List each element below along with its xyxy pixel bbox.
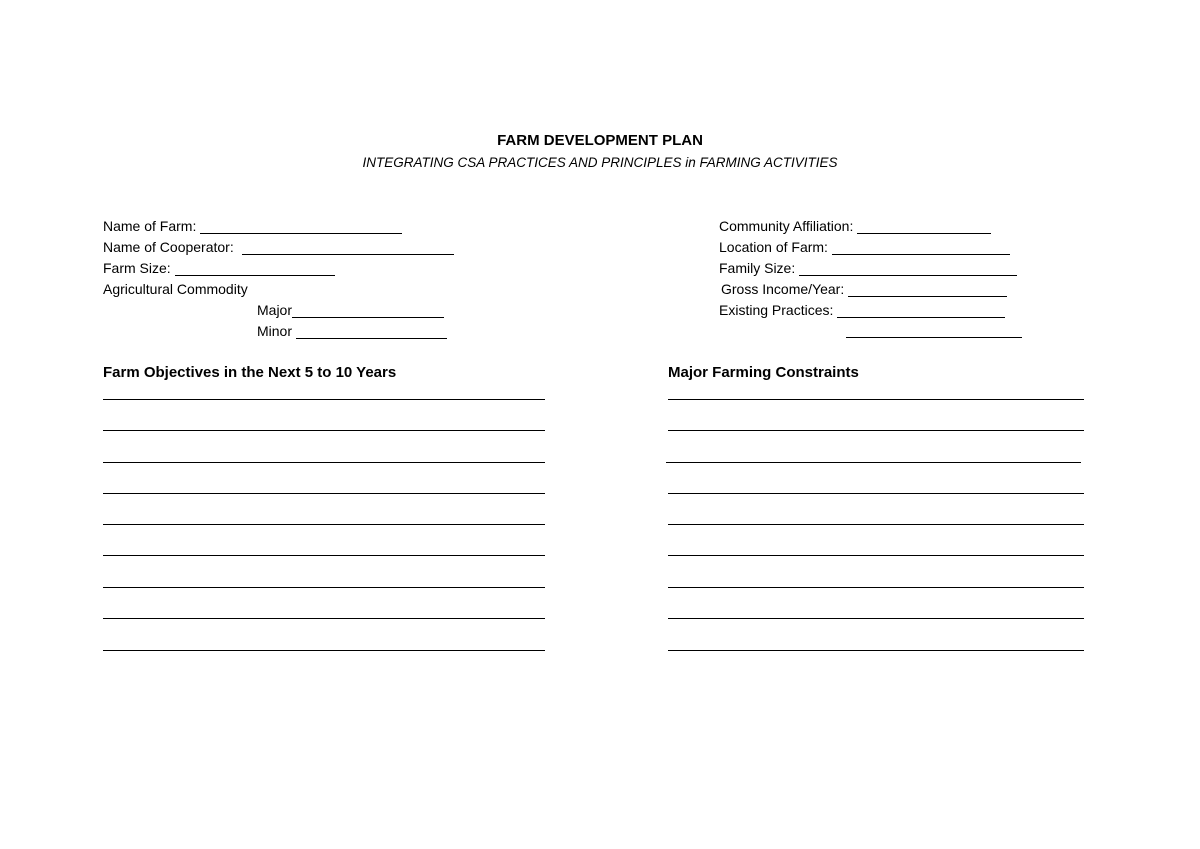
gross-income-row <box>721 281 1007 297</box>
community-affiliation-label: Community Affiliation: <box>719 218 854 234</box>
objectives-line[interactable] <box>103 618 545 619</box>
minor-label: Minor <box>257 323 293 339</box>
family-size-label: Family Size: <box>719 260 796 276</box>
minor-commodity-blank[interactable] <box>296 324 447 339</box>
page-title: FARM DEVELOPMENT PLAN <box>497 132 703 149</box>
location-of-farm-row <box>719 239 1010 255</box>
objectives-line[interactable] <box>103 399 545 400</box>
objectives-line[interactable] <box>103 555 545 556</box>
community-affiliation-row <box>719 218 991 234</box>
agricultural-commodity-label: Agricultural Commodity <box>103 281 248 297</box>
constraints-line[interactable] <box>668 399 1084 400</box>
existing-practices-blank[interactable] <box>837 303 1005 318</box>
existing-practices-blank-2[interactable] <box>846 337 1022 338</box>
objectives-line[interactable] <box>103 493 545 494</box>
location-of-farm-label: Location of Farm: <box>719 239 828 255</box>
objectives-heading: Farm Objectives in the Next 5 to 10 Years <box>103 364 397 381</box>
constraints-line[interactable] <box>668 555 1084 556</box>
name-of-farm-row <box>103 218 402 234</box>
constraints-heading: Major Farming Constraints <box>668 364 859 381</box>
objectives-line[interactable] <box>103 650 545 651</box>
page-subtitle: INTEGRATING CSA PRACTICES AND PRINCIPLES in FARMING ACTIVITIES <box>362 155 838 170</box>
gross-income-blank[interactable] <box>848 282 1007 297</box>
family-size-row <box>719 260 1017 276</box>
name-of-farm-label: Name of Farm: <box>103 218 197 234</box>
constraints-line[interactable] <box>668 524 1084 525</box>
farm-size-label: Farm Size: <box>103 260 171 276</box>
major-label: Major <box>257 302 293 318</box>
constraints-line[interactable] <box>668 430 1084 431</box>
farm-size-row <box>103 260 335 276</box>
constraints-line[interactable] <box>666 462 1081 463</box>
existing-practices-row <box>719 302 1005 318</box>
name-of-cooperator-row <box>103 239 454 255</box>
constraints-line[interactable] <box>668 587 1084 588</box>
objectives-line[interactable] <box>103 524 545 525</box>
objectives-line[interactable] <box>103 462 545 463</box>
constraints-line[interactable] <box>668 650 1084 651</box>
existing-practices-label: Existing Practices: <box>719 302 834 318</box>
gross-income-label: Gross Income/Year: <box>721 281 845 297</box>
name-of-cooperator-label: Name of Cooperator: <box>103 239 234 255</box>
location-of-farm-blank[interactable] <box>832 240 1010 255</box>
major-commodity-row <box>257 302 444 318</box>
constraints-line[interactable] <box>668 618 1084 619</box>
family-size-blank[interactable] <box>799 261 1017 276</box>
name-of-farm-blank[interactable] <box>200 219 402 234</box>
agricultural-commodity-row <box>103 281 248 297</box>
farm-size-blank[interactable] <box>175 261 335 276</box>
objectives-line[interactable] <box>103 430 545 431</box>
community-affiliation-blank[interactable] <box>857 219 991 234</box>
constraints-line[interactable] <box>668 493 1084 494</box>
name-of-cooperator-blank[interactable] <box>242 240 454 255</box>
minor-commodity-row <box>257 323 447 339</box>
objectives-line[interactable] <box>103 587 545 588</box>
major-commodity-blank[interactable] <box>292 303 444 318</box>
